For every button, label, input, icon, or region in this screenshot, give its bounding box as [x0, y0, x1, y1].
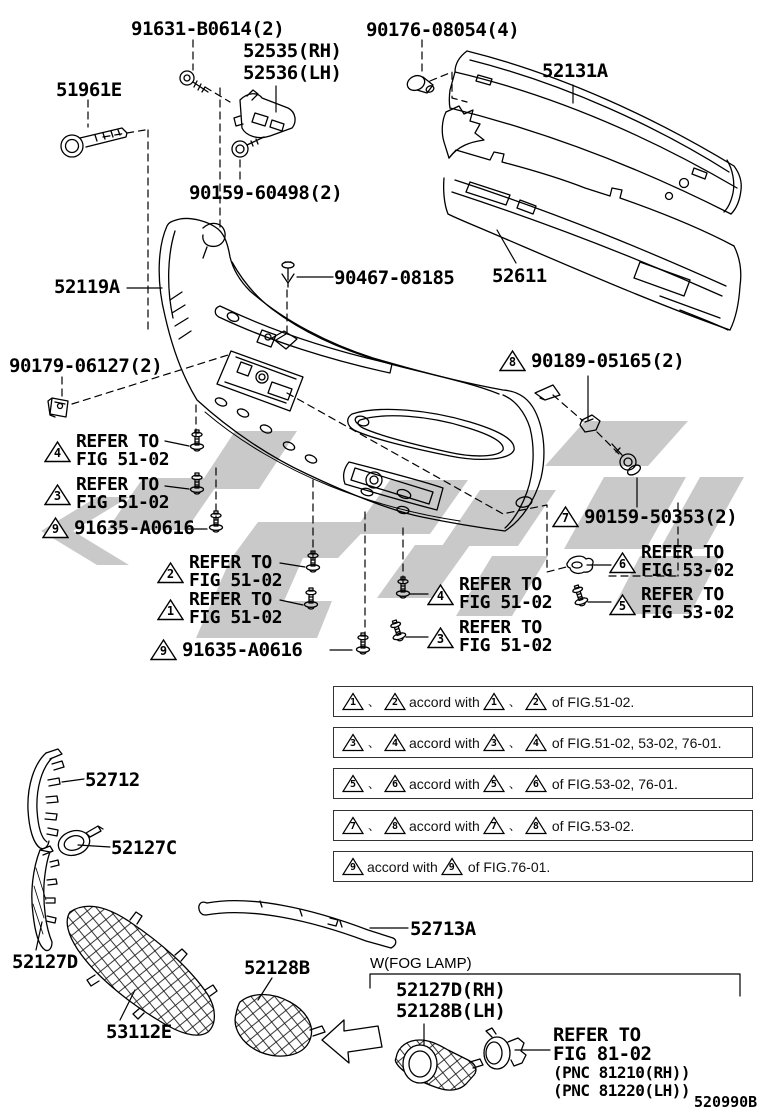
triangle-5-icon: 5	[342, 774, 364, 793]
figure-number: 520990B	[694, 1093, 758, 1111]
grommet-90179-icon	[48, 398, 68, 417]
clip-90176-icon	[405, 73, 435, 94]
triangle-7-icon: 7	[342, 816, 364, 835]
triangle-4-icon: 4	[384, 733, 406, 752]
clip-90467-icon	[282, 262, 294, 287]
label-90467-08185: 90467-08185	[334, 267, 455, 289]
label-51961e: 51961E	[56, 79, 122, 101]
label-52131a: 52131A	[542, 60, 608, 82]
triangle-1-icon: 1	[483, 692, 505, 711]
label-52712: 52712	[85, 769, 140, 791]
label-52536-lh: 52536(LH)	[243, 62, 342, 84]
label-52127c: 52127C	[111, 837, 177, 859]
triangle-3-icon: 3	[342, 733, 364, 752]
note-row-4: 7 、 8 accord with 7 、 8 of FIG.53-02.	[333, 810, 753, 841]
triangle-6-icon: 6	[525, 774, 547, 793]
triangle-4-icon: 4	[44, 440, 71, 463]
triangle-7-icon: 7	[483, 816, 505, 835]
label-52713a: 52713A	[410, 918, 476, 940]
energy-absorber-52611-drawing	[442, 106, 740, 330]
triangle-8-icon: 8	[525, 816, 547, 835]
callout-3-refer-b: 3 REFER TO FIG 51-02	[427, 619, 552, 655]
triangle-7-icon: 7	[552, 505, 579, 528]
bolt-91631-icon	[180, 71, 208, 92]
label-52127d-rh: 52127D(RH)	[396, 979, 506, 1001]
callout-6-refer: 6 REFER TO FIG 53-02	[609, 544, 734, 580]
triangle-1-icon: 1	[157, 598, 184, 621]
fog-lamp-unit-drawing	[484, 1028, 526, 1069]
callout-5-refer: 5 REFER TO FIG 53-02	[609, 586, 734, 622]
triangle-3-icon: 3	[427, 626, 454, 649]
direction-arrow-icon	[322, 1020, 382, 1063]
molding-52713a-drawing	[199, 901, 396, 948]
triangle-9-icon: 9	[42, 516, 69, 539]
note-row-3: 5 、 6 accord with 5 、 6 of FIG.53-02, 76-01.	[333, 768, 753, 799]
label-90176-08054: 90176-08054(4)	[366, 19, 520, 41]
fog-lamp-bezel-drawing	[395, 1040, 483, 1090]
callout-4-refer-b: 4 REFER TO FIG 51-02	[427, 576, 552, 612]
refer-fig-81-02-note: REFER TO FIG 81-02 (PNC 81210(RH)) (PNC 81220(LH))	[553, 1024, 690, 1100]
label-52128b-lh: 52128B(LH)	[396, 1000, 506, 1022]
label-91631-b0614: 91631-B0614(2)	[131, 18, 285, 40]
triangle-9-icon: 9	[441, 857, 463, 876]
triangle-9-icon: 9	[150, 638, 177, 661]
callout-7-90159: 7 90159-50353(2)	[552, 505, 737, 528]
callout-3-refer-a: 3 REFER TO FIG 51-02	[44, 476, 169, 512]
clip-52127c-icon	[55, 826, 103, 859]
callout-2-refer: 2 REFER TO FIG 51-02	[157, 554, 282, 590]
triangle-3-icon: 3	[483, 733, 505, 752]
triangle-8-icon: 8	[499, 349, 526, 372]
label-52119a: 52119A	[54, 276, 120, 298]
grille-52128b-drawing	[235, 995, 325, 1057]
note-row-5: 9 accord with 9 of FIG.76-01.	[333, 851, 753, 882]
triangle-2-icon: 2	[384, 692, 406, 711]
label-52128b: 52128B	[244, 957, 310, 979]
triangle-8-icon: 8	[384, 816, 406, 835]
pad-52127d-drawing	[32, 846, 59, 951]
label-90179-06127: 90179-06127(2)	[9, 355, 163, 377]
lower-grille-53112e-drawing	[67, 906, 217, 1035]
callout-4-refer-a: 4 REFER TO FIG 51-02	[44, 433, 169, 469]
triangle-3-icon: 3	[44, 483, 71, 506]
callout-9-91635-b: 9 91635-A0616	[150, 638, 302, 661]
callout-9-91635-a: 9 91635-A0616	[42, 516, 194, 539]
screw-90159-60498-icon	[232, 137, 264, 157]
label-90159-60498: 90159-60498(2)	[189, 182, 343, 204]
triangle-4-icon: 4	[427, 583, 454, 606]
callout-1-refer: 1 REFER TO FIG 51-02	[157, 591, 282, 627]
fog-lamp-section-header: W(FOG LAMP)	[370, 955, 472, 972]
triangle-1-icon: 1	[342, 692, 364, 711]
label-52127d: 52127D	[12, 951, 78, 973]
tow-hook-51961e-icon	[61, 128, 127, 157]
label-52611: 52611	[492, 265, 547, 287]
triangle-5-icon: 5	[609, 593, 636, 616]
label-53112e: 53112E	[106, 1021, 172, 1043]
triangle-9-icon: 9	[342, 857, 364, 876]
note-row-1: 1 、 2 accord with 1 、 2 of FIG.51-02.	[333, 686, 753, 717]
triangle-4-icon: 4	[525, 733, 547, 752]
note-row-2: 3 、 4 accord with 3 、 4 of FIG.51-02, 53-02, 76-01.	[333, 727, 753, 758]
triangle-2-icon: 2	[525, 692, 547, 711]
callout-8-90189: 8 90189-05165(2)	[499, 349, 684, 372]
triangle-6-icon: 6	[609, 551, 636, 574]
bracket-52535-icon	[234, 90, 295, 138]
triangle-2-icon: 2	[157, 561, 184, 584]
seal-52712-drawing	[28, 749, 64, 849]
triangle-5-icon: 5	[483, 774, 505, 793]
dashed-lines	[62, 40, 678, 640]
label-52535-rh: 52535(RH)	[243, 40, 342, 62]
triangle-6-icon: 6	[384, 774, 406, 793]
